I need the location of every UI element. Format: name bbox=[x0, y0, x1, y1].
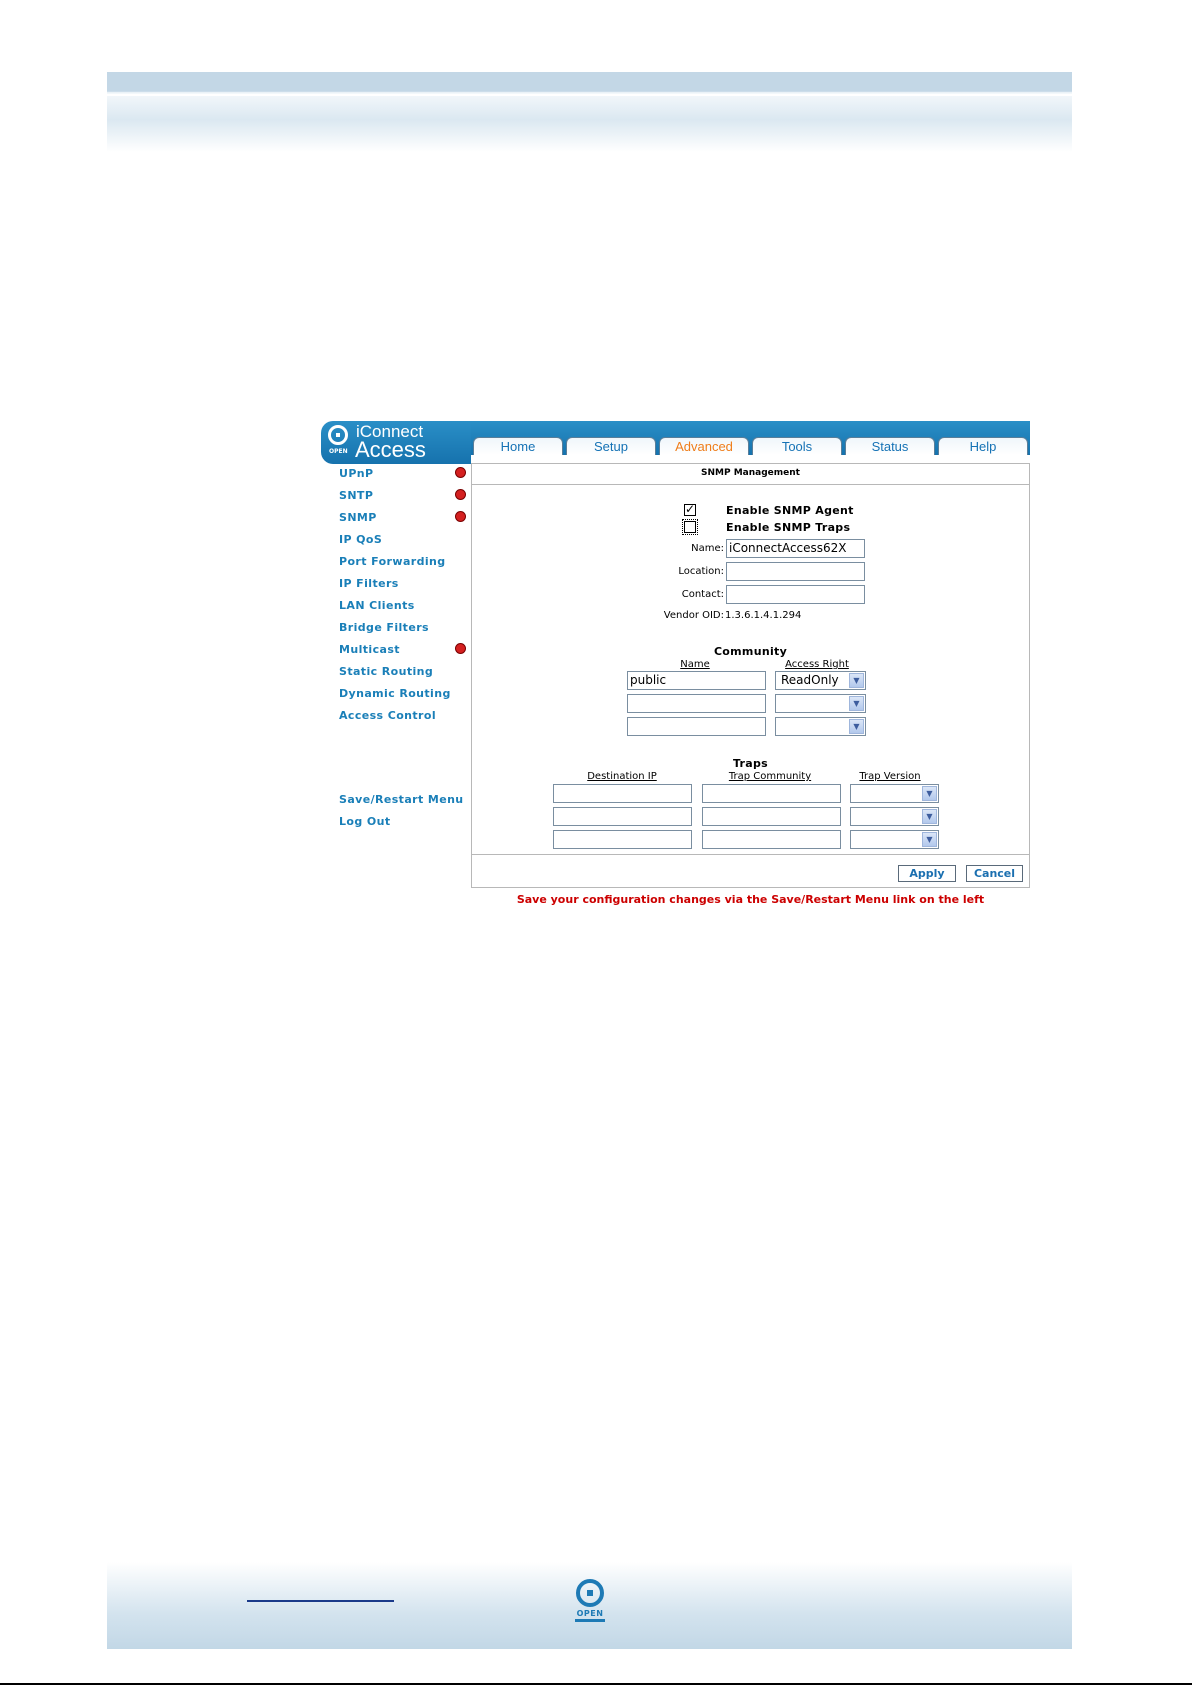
sidebar-item-snmp[interactable]: SNMP bbox=[339, 511, 377, 524]
sidebar-item-access-control[interactable]: Access Control bbox=[339, 709, 437, 722]
access-right-select-1[interactable] bbox=[775, 671, 866, 690]
community-name-input-1[interactable]: public bbox=[627, 671, 766, 690]
chevron-down-icon: ▼ bbox=[849, 673, 864, 688]
sidebar-item-port-forwarding[interactable]: Port Forwarding bbox=[339, 555, 446, 568]
name-label: Name: bbox=[691, 543, 724, 554]
access-right-select-2[interactable] bbox=[775, 694, 866, 713]
enable-agent-label: Enable SNMP Agent bbox=[726, 504, 854, 517]
community-access-header: Access Right bbox=[785, 659, 849, 670]
access-right-value: ReadOnly bbox=[781, 673, 839, 687]
location-input[interactable] bbox=[726, 562, 865, 581]
logo-line2: Access bbox=[355, 437, 426, 462]
trap-dest-input-1[interactable] bbox=[553, 784, 692, 803]
footer-logo-bar bbox=[575, 1619, 605, 1622]
tab-help[interactable]: Help bbox=[938, 437, 1028, 455]
sidebar-item-lan-clients[interactable]: LAN Clients bbox=[339, 599, 415, 612]
sidebar-item-bridge-filters[interactable]: Bridge Filters bbox=[339, 621, 429, 634]
page-header-band bbox=[107, 72, 1072, 152]
trap-community-input-3[interactable] bbox=[702, 830, 841, 849]
chevron-down-icon: ▼ bbox=[922, 786, 937, 801]
tab-bar bbox=[471, 421, 1030, 455]
tab-advanced[interactable]: Advanced bbox=[659, 437, 749, 455]
logo-line1: iConnect bbox=[356, 422, 424, 441]
apply-button[interactable]: Apply bbox=[898, 865, 956, 882]
snmp-panel bbox=[471, 463, 1030, 888]
footer-logo bbox=[570, 1579, 610, 1622]
trap-version-select-2[interactable] bbox=[850, 807, 939, 826]
header-divider bbox=[107, 94, 1072, 96]
trap-community-header: Trap Community bbox=[728, 771, 812, 782]
enable-traps-checkbox[interactable] bbox=[684, 521, 696, 533]
tab-status[interactable]: Status bbox=[845, 437, 935, 455]
location-label: Location: bbox=[678, 566, 724, 577]
trap-dest-header: Destination IP bbox=[587, 771, 657, 782]
open-logo-icon bbox=[328, 425, 348, 445]
footer-link-rule bbox=[247, 1600, 394, 1602]
contact-input[interactable] bbox=[726, 585, 865, 604]
tab-home[interactable]: Home bbox=[473, 437, 563, 455]
save-note: Save your configuration changes via the Save/Restart Menu link on the left bbox=[516, 893, 985, 906]
brand-logo[interactable] bbox=[321, 421, 471, 464]
alert-dot-icon bbox=[455, 489, 466, 500]
contact-label: Contact: bbox=[681, 589, 724, 600]
page-title: SNMP Management bbox=[701, 468, 800, 478]
community-name-header: Name bbox=[680, 659, 710, 670]
trap-version-select-3[interactable] bbox=[850, 830, 939, 849]
buttons-divider bbox=[472, 854, 1029, 855]
sidebar-item-dynamic-routing[interactable]: Dynamic Routing bbox=[339, 687, 451, 700]
sidebar-item-save-restart[interactable]: Save/Restart Menu bbox=[339, 793, 464, 806]
sidebar-item-ip-filters[interactable]: IP Filters bbox=[339, 577, 399, 590]
vendor-oid-label: Vendor OID: bbox=[663, 610, 724, 621]
chevron-down-icon: ▼ bbox=[922, 809, 937, 824]
trap-community-input-1[interactable] bbox=[702, 784, 841, 803]
community-name-input-2[interactable] bbox=[627, 694, 766, 713]
trap-community-input-2[interactable] bbox=[702, 807, 841, 826]
alert-dot-icon bbox=[455, 511, 466, 522]
chevron-down-icon: ▼ bbox=[922, 832, 937, 847]
vendor-oid-value: 1.3.6.1.4.1.294 bbox=[725, 610, 802, 621]
router-screenshot bbox=[321, 421, 1030, 910]
trap-dest-input-3[interactable] bbox=[553, 830, 692, 849]
page-footer-band bbox=[107, 1562, 1072, 1649]
traps-heading: Traps bbox=[732, 757, 769, 770]
trap-version-header: Trap Version bbox=[859, 771, 921, 782]
chevron-down-icon: ▼ bbox=[849, 719, 864, 734]
trap-dest-input-2[interactable] bbox=[553, 807, 692, 826]
community-name-input-3[interactable] bbox=[627, 717, 766, 736]
community-heading: Community bbox=[713, 645, 788, 658]
sidebar-item-multicast[interactable]: Multicast bbox=[339, 643, 400, 656]
tab-setup[interactable]: Setup bbox=[566, 437, 656, 455]
sidebar-item-upnp[interactable]: UPnP bbox=[339, 467, 374, 480]
open-logo-icon bbox=[576, 1579, 604, 1607]
cancel-button[interactable]: Cancel bbox=[966, 865, 1023, 882]
name-input[interactable]: iConnectAccess62X bbox=[726, 539, 865, 558]
trap-version-select-1[interactable] bbox=[850, 784, 939, 803]
sidebar-item-sntp[interactable]: SNTP bbox=[339, 489, 374, 502]
chevron-down-icon: ▼ bbox=[849, 696, 864, 711]
enable-agent-checkbox[interactable]: ✓ bbox=[685, 502, 696, 516]
logo-badge: OPEN bbox=[329, 448, 348, 455]
enable-traps-label: Enable SNMP Traps bbox=[726, 521, 851, 534]
alert-dot-icon bbox=[455, 467, 466, 478]
footer-logo-text: OPEN bbox=[576, 1609, 604, 1618]
access-right-select-3[interactable] bbox=[775, 717, 866, 736]
alert-dot-icon bbox=[455, 643, 466, 654]
sidebar-item-static-routing[interactable]: Static Routing bbox=[339, 665, 434, 678]
tab-tools[interactable]: Tools bbox=[752, 437, 842, 455]
sidebar-item-ip-qos[interactable]: IP QoS bbox=[339, 533, 383, 546]
title-divider bbox=[472, 484, 1029, 485]
sidebar-item-logout[interactable]: Log Out bbox=[339, 815, 391, 828]
